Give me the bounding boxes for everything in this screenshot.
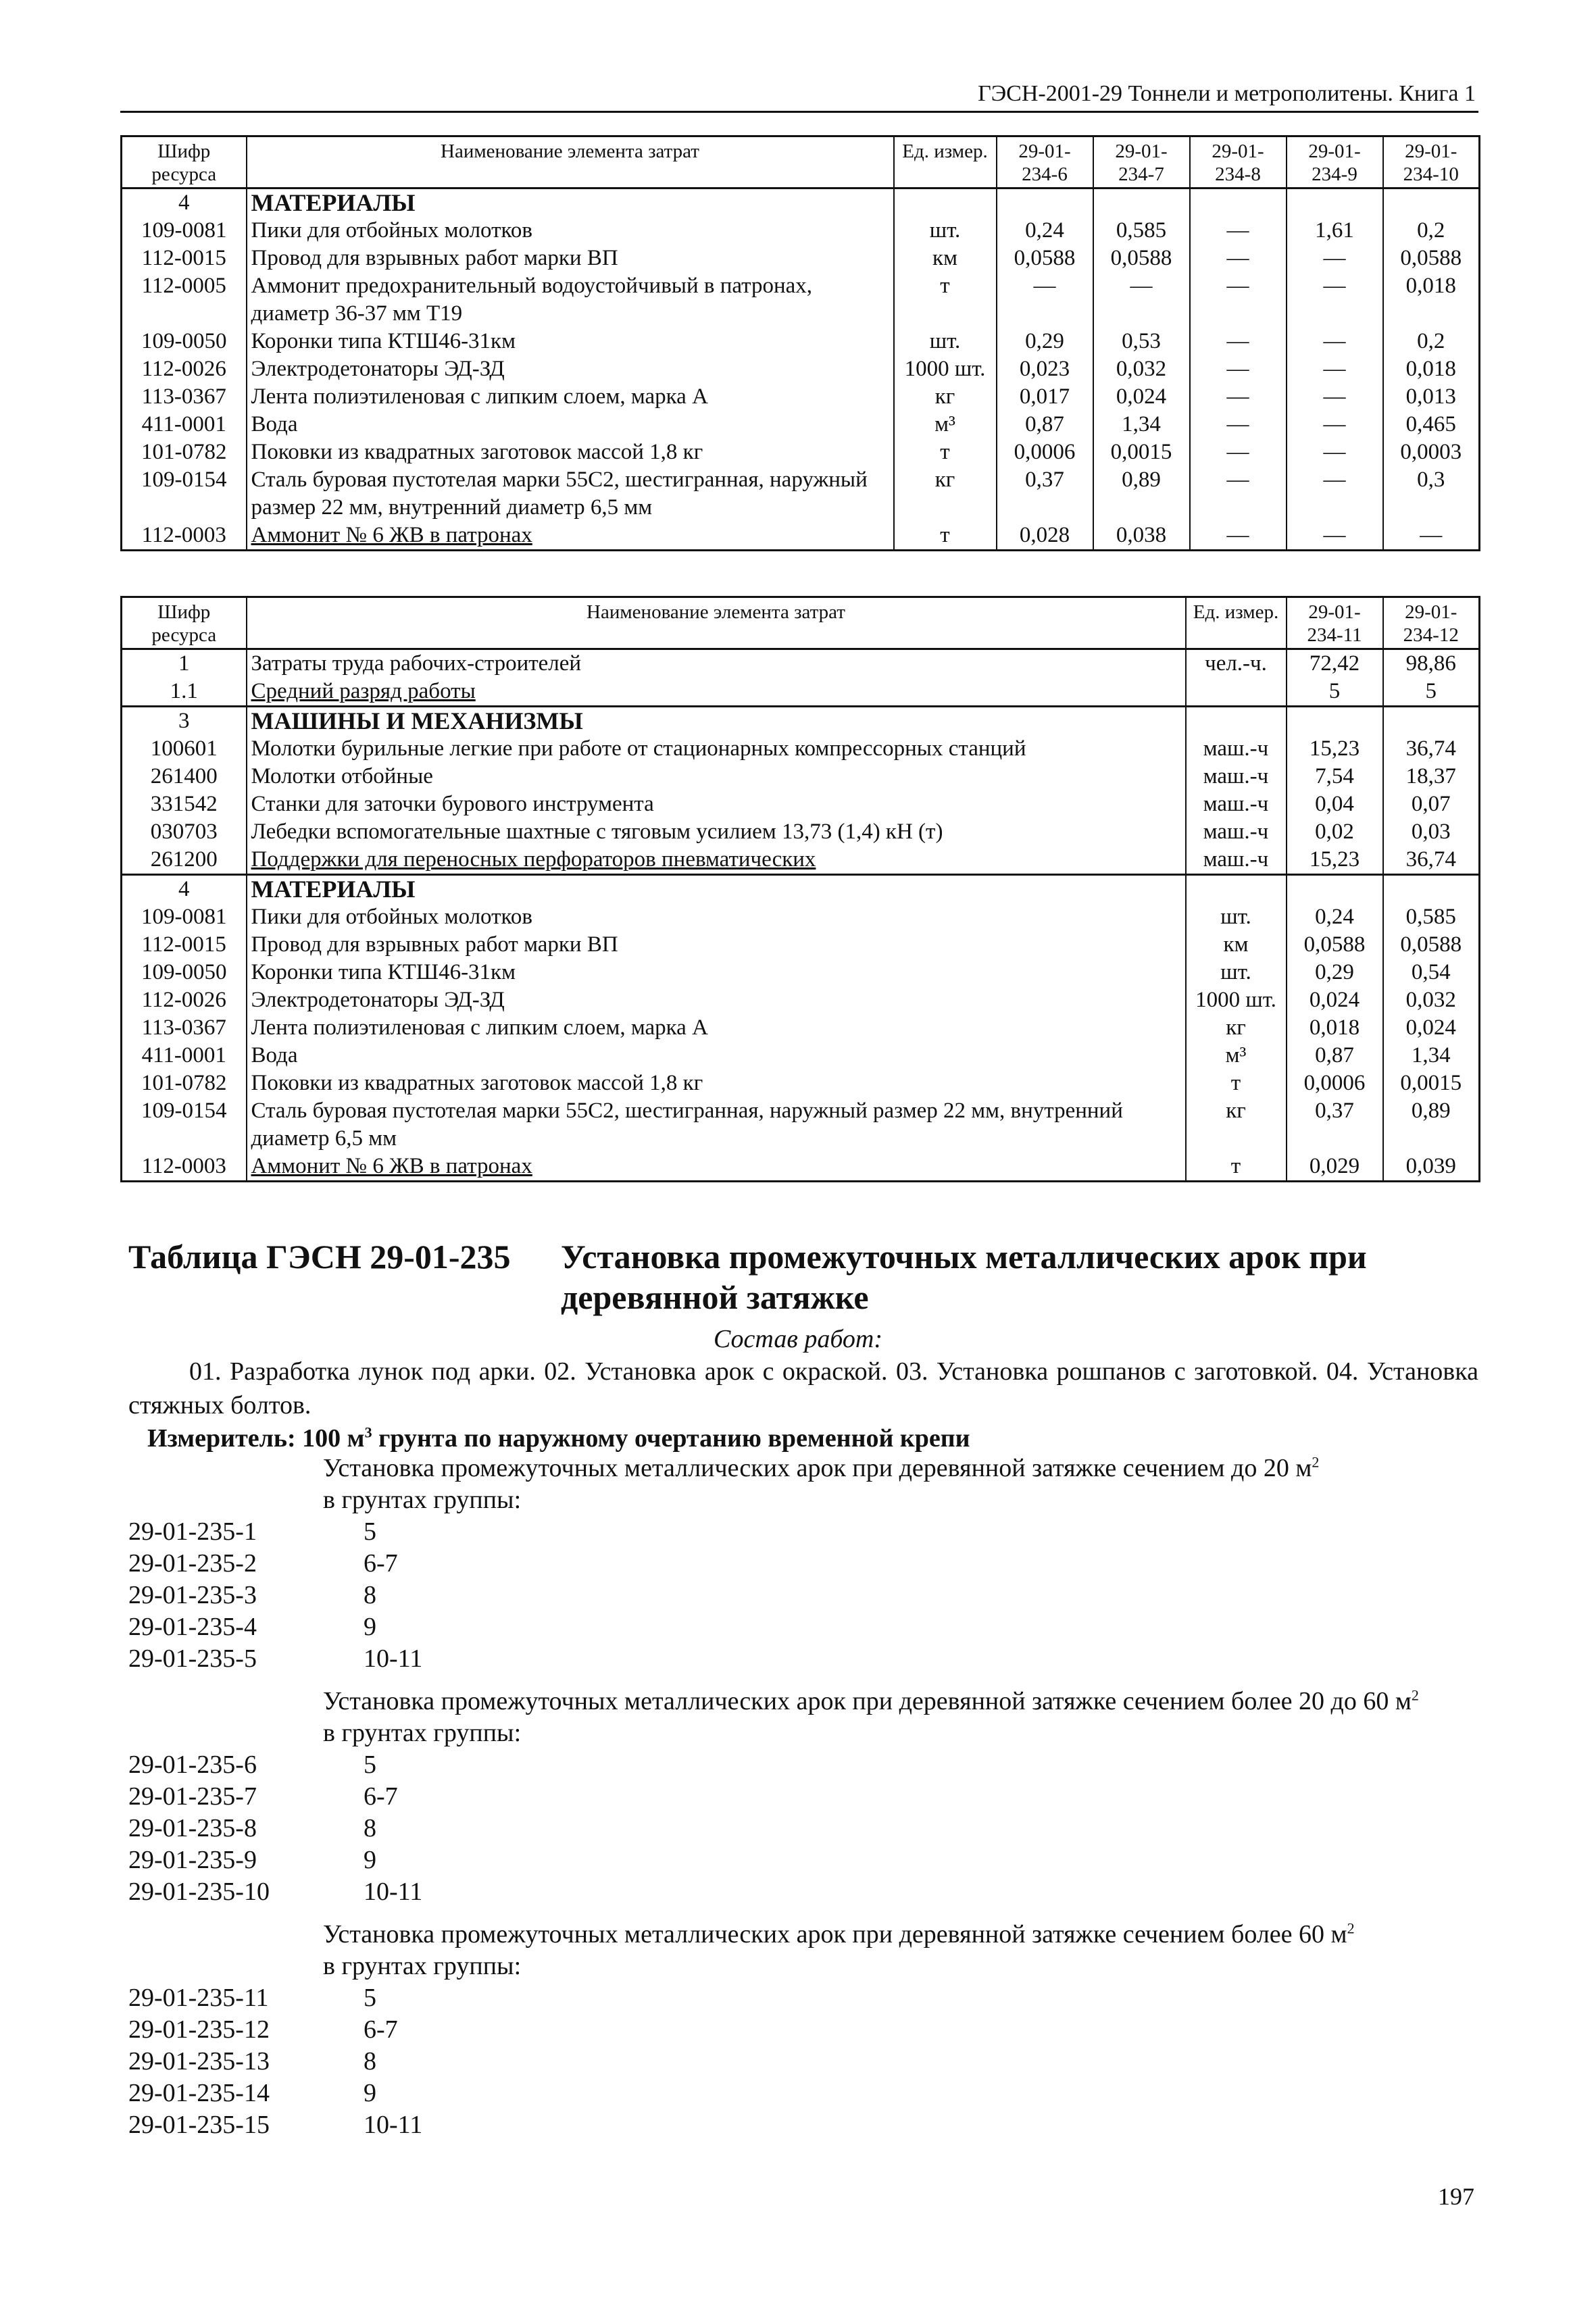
row-value: 0,013 [1383, 383, 1480, 411]
row-name: Поддержки для переносных перфораторов пневматических [247, 846, 1186, 875]
norm-row [128, 2078, 1480, 2109]
row-value: 36,74 [1383, 846, 1480, 875]
running-header [120, 77, 1478, 113]
row-value: 0,585 [1093, 217, 1190, 245]
norm-row [128, 1781, 1480, 1813]
group-heading [323, 1686, 1472, 1717]
row-value: — [1190, 438, 1287, 466]
row-unit: шт. [894, 217, 997, 245]
row-value: — [1287, 383, 1383, 411]
row-value: 0,03 [1383, 818, 1480, 846]
row-code: 101-0782 [122, 1070, 247, 1097]
row-value: 0,2 [1383, 217, 1480, 245]
grade-row [122, 678, 1480, 707]
row-name: Лебедки вспомогательные шахтные с тяговым усилием 13,73 (1,4) кН (т) [247, 818, 1186, 846]
norm-code: 29-01-235-1 [128, 1517, 257, 1546]
row-value: 0,585 [1383, 903, 1480, 931]
row-value: 0,0588 [1093, 245, 1190, 272]
table-row [122, 1097, 1480, 1153]
col-header-code: Шифр ресурса [122, 597, 247, 649]
row-unit: т [1186, 1070, 1287, 1097]
row-code: 109-0081 [122, 903, 247, 931]
norm-code: 29-01-235-11 [128, 1984, 269, 2012]
table-row [122, 383, 1480, 411]
row-value: — [997, 272, 1093, 328]
row-unit: 1000 шт. [1186, 986, 1287, 1014]
row-code: 261400 [122, 763, 247, 790]
row-value: 36,74 [1383, 735, 1480, 763]
norm-code: 29-01-235-9 [128, 1846, 257, 1874]
row-value: 0,0588 [1287, 931, 1383, 959]
row-value: 0,023 [997, 355, 1093, 383]
row-name: Лента полиэтиленовая с липким слоем, марка А [247, 383, 894, 411]
row-value: 0,02 [1287, 818, 1383, 846]
row-name: Вода [247, 411, 894, 438]
row-value: 0,24 [1287, 903, 1383, 931]
table-row [122, 1070, 1480, 1097]
norm-code: 29-01-235-12 [128, 2015, 270, 2044]
section-code: 4 [122, 875, 247, 904]
row-unit: маш.-ч [1186, 818, 1287, 846]
row-unit: маш.-ч [1186, 846, 1287, 875]
row-value: — [1383, 522, 1480, 551]
norm-row [128, 1643, 1480, 1675]
col-header-unit: Ед. измер. [894, 136, 997, 188]
running-title: ГЭСН-2001-29 Тоннели и метрополитены. Книга 1 [978, 81, 1476, 106]
soil-group: 10-11 [364, 2111, 423, 2139]
section-name: МАТЕРИАЛЫ [247, 188, 894, 218]
row-code: 112-0015 [122, 931, 247, 959]
row-value: 0,0006 [1287, 1070, 1383, 1097]
table-row [122, 411, 1480, 438]
row-name: Электродетонаторы ЭД-ЗД [247, 355, 894, 383]
row-name: Вода [247, 1042, 1186, 1070]
row-value: 0,54 [1383, 959, 1480, 986]
row-code: 109-0050 [122, 328, 247, 355]
row-value: 15,23 [1287, 846, 1383, 875]
row-value: 0,0588 [1383, 931, 1480, 959]
table-row [122, 466, 1480, 522]
table-row [122, 355, 1480, 383]
row-value: 5 [1287, 678, 1383, 707]
row-code: 112-0026 [122, 986, 247, 1014]
table-row [122, 328, 1480, 355]
row-value: 0,039 [1383, 1153, 1480, 1182]
row-name: Средний разряд работы [247, 678, 1186, 707]
row-value: — [1190, 522, 1287, 551]
row-value: 0,89 [1383, 1097, 1480, 1153]
norm-group [128, 1919, 1480, 2141]
row-unit: шт. [1186, 903, 1287, 931]
resource-table-234-6-10 [120, 135, 1480, 551]
row-unit: 1000 шт. [894, 355, 997, 383]
norm-row [128, 2046, 1480, 2078]
works-text: 01. Разработка лунок под арки. 02. Установка арок с окраской. 03. Установка рошпанов с заготовкой. 04. Установка стяжных болтов. [128, 1357, 1478, 1419]
section-name: МАШИНЫ И МЕХАНИЗМЫ [247, 707, 1186, 736]
row-value: 0,87 [997, 411, 1093, 438]
row-unit: км [1186, 931, 1287, 959]
norm-code: 29-01-235-6 [128, 1751, 257, 1779]
row-value: — [1287, 411, 1383, 438]
row-code: 113-0367 [122, 1014, 247, 1042]
row-code: 1 [122, 649, 247, 678]
row-unit: шт. [1186, 959, 1287, 986]
norm-code: 29-01-235-4 [128, 1613, 257, 1641]
row-unit: шт. [894, 328, 997, 355]
norm-code: 29-01-235-8 [128, 1814, 257, 1842]
table-row [122, 438, 1480, 466]
row-code: 112-0026 [122, 355, 247, 383]
norm-group [128, 1686, 1480, 1908]
group-heading-sup: 2 [1347, 1919, 1355, 1937]
row-value: 0,0588 [997, 245, 1093, 272]
table-row [122, 986, 1480, 1014]
row-value: 5 [1383, 678, 1480, 707]
row-value: 0,018 [1287, 1014, 1383, 1042]
row-value: — [1287, 522, 1383, 551]
row-unit: кг [894, 466, 997, 522]
row-value: — [1287, 438, 1383, 466]
group-heading-text: Установка промежуточных металлических арок при деревянной затяжке сечением более 60 м [323, 1920, 1347, 1948]
row-unit: м³ [1186, 1042, 1287, 1070]
table-row [122, 245, 1480, 272]
group-subheading: в грунтах группы: [323, 1952, 522, 1980]
row-value: 98,86 [1383, 649, 1480, 678]
row-value: 0,024 [1287, 986, 1383, 1014]
row-value: 0,3 [1383, 466, 1480, 522]
row-value: 18,37 [1383, 763, 1480, 790]
row-value: — [1287, 245, 1383, 272]
row-value: 0,018 [1383, 272, 1480, 328]
soil-group: 5 [364, 1517, 376, 1546]
row-name: Пики для отбойных молотков [247, 217, 894, 245]
row-value: 0,29 [997, 328, 1093, 355]
row-value: 1,61 [1287, 217, 1383, 245]
row-code: 261200 [122, 846, 247, 875]
group-heading-text: Установка промежуточных металлических арок при деревянной затяжке сечением более 20 до 60 м [323, 1687, 1412, 1715]
row-code: 411-0001 [122, 411, 247, 438]
row-value: 0,024 [1383, 1014, 1480, 1042]
row-name: Станки для заточки бурового инструмента [247, 790, 1186, 818]
row-value: 1,34 [1383, 1042, 1480, 1070]
row-value: — [1190, 272, 1287, 328]
row-unit: т [894, 522, 997, 551]
row-name: Молотки отбойные [247, 763, 1186, 790]
col-header-unit: Ед. измер. [1186, 597, 1287, 649]
row-unit: маш.-ч [1186, 763, 1287, 790]
row-value: 0,87 [1287, 1042, 1383, 1070]
row-code: 030703 [122, 818, 247, 846]
soil-group: 5 [364, 1751, 376, 1779]
row-value: 15,23 [1287, 735, 1383, 763]
row-code: 331542 [122, 790, 247, 818]
section-row-machines [122, 707, 1480, 736]
group-subheading: в грунтах группы: [323, 1719, 522, 1747]
row-value: 0,37 [997, 466, 1093, 522]
row-unit: кг [1186, 1097, 1287, 1153]
col-header-234-12: 29-01-234-12 [1383, 597, 1480, 649]
row-value: 0,07 [1383, 790, 1480, 818]
table-row [122, 1042, 1480, 1070]
group-heading-text: Установка промежуточных металлических арок при деревянной затяжке сечением до 20 м [323, 1454, 1312, 1482]
col-header-code: Шифр ресурса [122, 136, 247, 188]
section-row-materials [122, 875, 1480, 904]
table-header-row [122, 597, 1480, 649]
measure-prefix: Измеритель: 100 м [147, 1424, 365, 1453]
col-header-234-9: 29-01-234-9 [1287, 136, 1383, 188]
table-row [122, 818, 1480, 846]
row-value: 0,53 [1093, 328, 1190, 355]
row-code: 101-0782 [122, 438, 247, 466]
row-value: 0,24 [997, 217, 1093, 245]
row-code: 109-0154 [122, 1097, 247, 1153]
group-heading [323, 1453, 1472, 1484]
row-unit: км [894, 245, 997, 272]
soil-group: 9 [364, 1613, 376, 1641]
table-row [122, 846, 1480, 875]
norm-row [128, 2109, 1480, 2141]
row-code: 109-0154 [122, 466, 247, 522]
row-unit: м³ [894, 411, 997, 438]
row-value: — [1287, 466, 1383, 522]
row-code: 411-0001 [122, 1042, 247, 1070]
measure-line [147, 1422, 1478, 1455]
norm-code: 29-01-235-7 [128, 1782, 257, 1811]
soil-group: 10-11 [364, 1644, 423, 1673]
row-code: 109-0050 [122, 959, 247, 986]
row-name: Сталь буровая пустотелая марки 55С2, шестигранная, наружный размер 22 мм, внутренний диаметр 6,5 мм [247, 1097, 1186, 1153]
row-name: Поковки из квадратных заготовок массой 1,8 кг [247, 438, 894, 466]
row-value: — [1190, 466, 1287, 522]
row-code: 113-0367 [122, 383, 247, 411]
labor-row [122, 649, 1480, 678]
soil-group: 10-11 [364, 1878, 423, 1906]
row-name: Провод для взрывных работ марки ВП [247, 245, 894, 272]
measure-sup: 3 [364, 1424, 372, 1441]
group-heading-sup: 2 [1411, 1686, 1419, 1704]
row-unit: т [894, 272, 997, 328]
row-unit: маш.-ч [1186, 735, 1287, 763]
row-value: 0,028 [997, 522, 1093, 551]
row-name: Пики для отбойных молотков [247, 903, 1186, 931]
soil-group: 8 [364, 2047, 376, 2076]
row-value: 0,89 [1093, 466, 1190, 522]
soil-group: 6-7 [364, 1549, 398, 1578]
row-value: 72,42 [1287, 649, 1383, 678]
row-value: — [1190, 245, 1287, 272]
row-value: — [1190, 217, 1287, 245]
row-code: 112-0003 [122, 1153, 247, 1182]
works-heading: Состав работ: [713, 1325, 883, 1353]
page-number: 197 [1438, 2183, 1474, 2210]
row-value: — [1287, 355, 1383, 383]
col-header-name: Наименование элемента затрат [247, 597, 1186, 649]
section-name: МАТЕРИАЛЫ [247, 875, 1186, 904]
norm-code: 29-01-235-5 [128, 1644, 257, 1673]
row-value: 0,29 [1287, 959, 1383, 986]
col-header-234-7: 29-01-234-7 [1093, 136, 1190, 188]
row-unit: кг [1186, 1014, 1287, 1042]
norm-row [128, 1548, 1480, 1580]
norm-row [128, 1516, 1480, 1548]
row-value: 0,038 [1093, 522, 1190, 551]
row-value: 0,0003 [1383, 438, 1480, 466]
row-value: 0,0588 [1383, 245, 1480, 272]
section-code: 3 [122, 707, 247, 736]
soil-group: 9 [364, 1846, 376, 1874]
row-value: — [1190, 355, 1287, 383]
row-value: 0,0015 [1383, 1070, 1480, 1097]
row-value: 0,032 [1383, 986, 1480, 1014]
table-row [122, 903, 1480, 931]
row-value: 0,04 [1287, 790, 1383, 818]
norm-row [128, 1749, 1480, 1781]
row-value: — [1287, 272, 1383, 328]
row-value: 0,2 [1383, 328, 1480, 355]
row-value: 7,54 [1287, 763, 1383, 790]
soil-group: 5 [364, 1984, 376, 2012]
norm-code: 29-01-235-13 [128, 2047, 270, 2076]
norm-code: 29-01-235-15 [128, 2111, 270, 2139]
row-value: — [1287, 328, 1383, 355]
col-header-234-10: 29-01-234-10 [1383, 136, 1480, 188]
norm-row [128, 1982, 1480, 2014]
row-value: 0,37 [1287, 1097, 1383, 1153]
row-value: 0,032 [1093, 355, 1190, 383]
table-row [122, 1153, 1480, 1182]
row-name: Электродетонаторы ЭД-ЗД [247, 986, 1186, 1014]
norm-code: 29-01-235-14 [128, 2079, 270, 2107]
measure-suffix: грунта по наружному очертанию временной крепи [372, 1424, 970, 1453]
table-row [122, 272, 1480, 328]
col-header-234-6: 29-01-234-6 [997, 136, 1093, 188]
norm-row [128, 1611, 1480, 1643]
col-header-234-8: 29-01-234-8 [1190, 136, 1287, 188]
resource-table-234-11-12 [120, 596, 1480, 1182]
row-code: 112-0003 [122, 522, 247, 551]
table-title: Установка промежуточных металлических арок при деревянной затяжке [561, 1238, 1367, 1316]
row-name: Аммонит № 6 ЖВ в патронах [247, 1153, 1186, 1182]
section-code: 4 [122, 188, 247, 218]
group-subheading: в грунтах группы: [323, 1486, 522, 1514]
row-code: 1.1 [122, 678, 247, 707]
norm-group [128, 1453, 1480, 1675]
row-value: — [1093, 272, 1190, 328]
row-value: 0,029 [1287, 1153, 1383, 1182]
table-row [122, 790, 1480, 818]
row-name: Коронки типа КТШ46-31км [247, 328, 894, 355]
row-unit: кг [894, 383, 997, 411]
soil-group: 6-7 [364, 2015, 398, 2044]
row-value: 0,465 [1383, 411, 1480, 438]
row-value: 1,34 [1093, 411, 1190, 438]
table-row [122, 931, 1480, 959]
row-code: 112-0015 [122, 245, 247, 272]
row-unit: чел.-ч. [1186, 649, 1287, 678]
table-row [122, 735, 1480, 763]
table-label: Таблица ГЭСН 29-01-235 [128, 1238, 511, 1276]
row-value: — [1190, 411, 1287, 438]
row-name: Поковки из квадратных заготовок массой 1,8 кг [247, 1070, 1186, 1097]
row-value: — [1190, 328, 1287, 355]
row-unit: т [1186, 1153, 1287, 1182]
soil-group: 8 [364, 1814, 376, 1842]
row-name: Молотки бурильные легкие при работе от стационарных компрессорных станций [247, 735, 1186, 763]
row-code: 100601 [122, 735, 247, 763]
norm-code: 29-01-235-10 [128, 1878, 270, 1906]
table-row [122, 763, 1480, 790]
row-value: 0,024 [1093, 383, 1190, 411]
soil-group: 9 [364, 2079, 376, 2107]
row-name: Аммонит предохранительный водоустойчивый в патронах, диаметр 36-37 мм Т19 [247, 272, 894, 328]
norm-row [128, 1876, 1480, 1908]
table-row [122, 217, 1480, 245]
row-name: Коронки типа КТШ46-31км [247, 959, 1186, 986]
group-heading [323, 1919, 1472, 1951]
col-header-name: Наименование элемента затрат [247, 136, 894, 188]
norm-row [128, 1844, 1480, 1876]
row-value: 0,017 [997, 383, 1093, 411]
row-value: 0,0006 [997, 438, 1093, 466]
row-value: 0,0015 [1093, 438, 1190, 466]
row-name: Сталь буровая пустотелая марки 55С2, шестигранная, наружный размер 22 мм, внутренний диаметр 6,5 мм [247, 466, 894, 522]
table-header-row [122, 136, 1480, 188]
norm-row [128, 1580, 1480, 1611]
norm-row [128, 1813, 1480, 1844]
row-code: 109-0081 [122, 217, 247, 245]
norm-row [128, 2014, 1480, 2046]
row-name: Затраты труда рабочих-строителей [247, 649, 1186, 678]
table-row [122, 522, 1480, 551]
row-value: — [1190, 383, 1287, 411]
section-row-materials [122, 188, 1480, 218]
row-name: Лента полиэтиленовая с липким слоем, марка А [247, 1014, 1186, 1042]
group-heading-sup: 2 [1312, 1453, 1320, 1471]
soil-group: 6-7 [364, 1782, 398, 1811]
col-header-234-11: 29-01-234-11 [1287, 597, 1383, 649]
row-unit: маш.-ч [1186, 790, 1287, 818]
row-name: Провод для взрывных работ марки ВП [247, 931, 1186, 959]
norm-code: 29-01-235-3 [128, 1581, 257, 1609]
row-code: 112-0005 [122, 272, 247, 328]
norm-code: 29-01-235-2 [128, 1549, 257, 1578]
soil-group: 8 [364, 1581, 376, 1609]
row-name: Аммонит № 6 ЖВ в патронах [247, 522, 894, 551]
row-value: 0,018 [1383, 355, 1480, 383]
table-row [122, 959, 1480, 986]
table-row [122, 1014, 1480, 1042]
row-unit: т [894, 438, 997, 466]
